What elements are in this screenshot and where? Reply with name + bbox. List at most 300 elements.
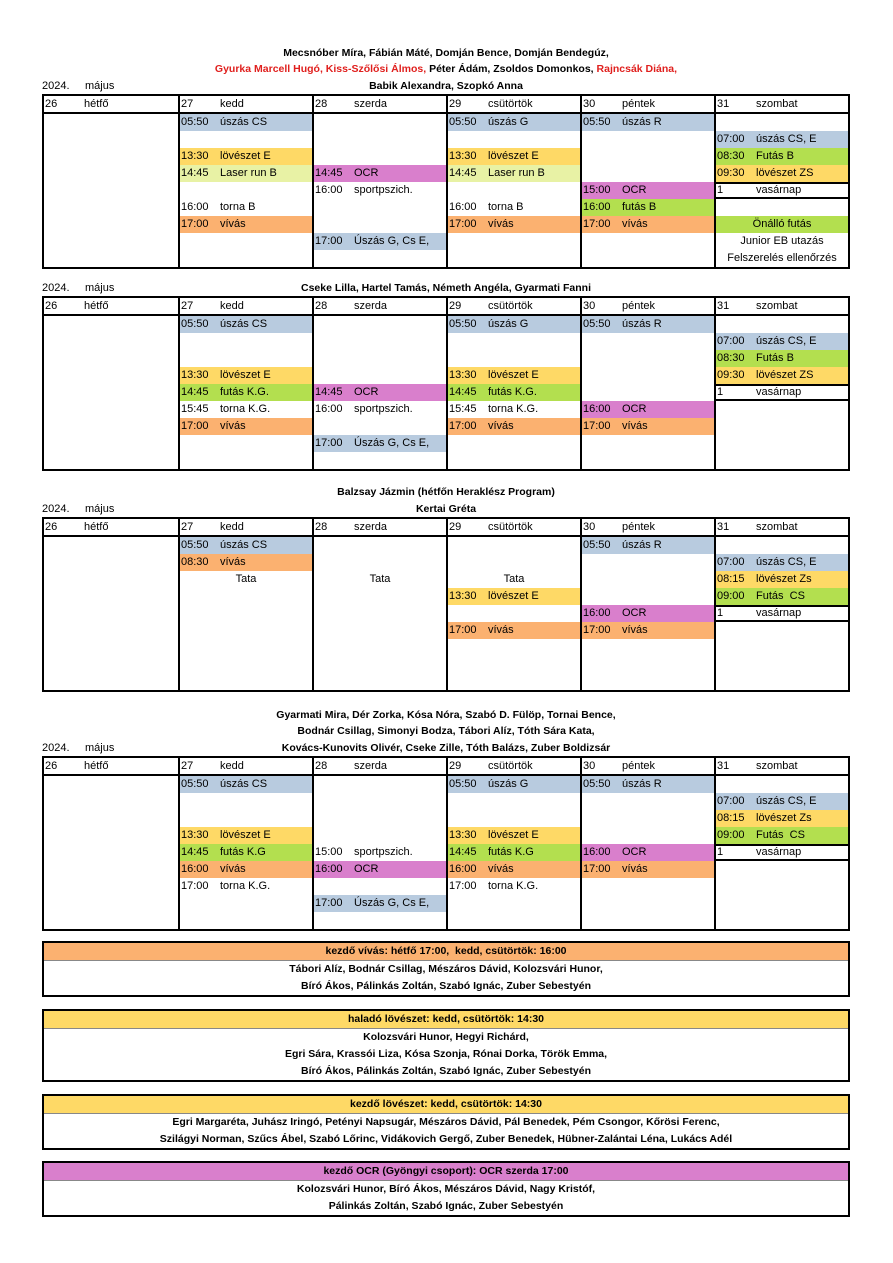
- empty-slot: [716, 673, 848, 690]
- day-header: [44, 96, 178, 114]
- session-time: 07:00: [717, 335, 745, 347]
- day-number: 31: [717, 300, 730, 312]
- session-time: [582, 554, 622, 571]
- empty-slot: [314, 554, 446, 571]
- session-time: [180, 895, 220, 912]
- day-name: péntek: [622, 300, 656, 312]
- day-column-péntek: [580, 96, 714, 267]
- empty-slot: [180, 656, 312, 673]
- empty-slot: [44, 333, 178, 350]
- group-members-line: Bíró Ákos, Pálinkás Zoltán, Szabó Ignác, Zuber Sebestyén: [301, 980, 591, 992]
- week-block: [42, 486, 850, 692]
- day-number: 30: [583, 760, 596, 772]
- group-members-line: Egri Sára, Krassói Liza, Kósa Szonja, Rónai Dorka, Török Emma,: [284, 1048, 608, 1060]
- session-time: 13:30: [449, 590, 477, 602]
- session-time: 07:00: [717, 795, 745, 807]
- session-slot: [314, 844, 446, 861]
- highlighted-athlete-names: Rajncsák Diána,: [593, 63, 678, 75]
- session-label: torna B: [220, 201, 256, 213]
- empty-slot: [582, 639, 714, 656]
- session-slot: [582, 316, 714, 333]
- day-column-péntek: [580, 519, 714, 690]
- empty-slot: [716, 878, 848, 895]
- day-name: szombat: [756, 300, 798, 312]
- empty-slot: [716, 316, 848, 333]
- session-slot: [448, 622, 580, 639]
- session-time: [314, 554, 354, 571]
- session-time: [448, 182, 488, 199]
- session-time: [314, 250, 354, 267]
- athlete-names: Gyarmati Mira, Dér Zorka, Kósa Nóra, Szabó D. Fülöp, Tornai Bence,: [276, 708, 616, 721]
- empty-slot: [314, 114, 446, 131]
- session-time: 09:30: [717, 369, 745, 381]
- session-time: 17:00: [449, 880, 477, 892]
- athlete-names: Cseke Lilla, Hartel Tamás, Németh Angéla, Gyarmati Fanni: [300, 281, 592, 294]
- session-label: OCR: [622, 846, 647, 858]
- session-time: [44, 588, 84, 605]
- empty-slot: [44, 844, 178, 861]
- empty-slot: [44, 656, 178, 673]
- week-title: [42, 707, 850, 757]
- day-number: 1: [717, 607, 724, 619]
- day-number: 31: [717, 760, 730, 772]
- session-time: [44, 827, 84, 844]
- session-label: úszás R: [622, 318, 662, 330]
- day-name: hétfő: [84, 98, 109, 110]
- session-slot: [448, 571, 580, 588]
- session-time: [44, 673, 84, 690]
- session-time: [44, 182, 84, 199]
- session-time: [44, 571, 84, 588]
- session-time: [716, 861, 756, 878]
- empty-slot: [180, 639, 312, 656]
- session-slot: [314, 233, 446, 250]
- session-time: [44, 639, 84, 656]
- sunday-header: [716, 605, 848, 622]
- session-slot: [448, 216, 580, 233]
- day-column-csütörtök: [446, 758, 580, 929]
- session-time: [180, 182, 220, 199]
- empty-slot: [44, 912, 178, 929]
- session-slot: [582, 861, 714, 878]
- session-label: lövészet E: [488, 150, 539, 162]
- year-month-label: [42, 501, 115, 518]
- session-label: Laser run B: [488, 167, 545, 179]
- session-label: úszás G: [488, 318, 529, 330]
- day-number: 29: [449, 98, 462, 110]
- empty-slot: [180, 250, 312, 267]
- session-time: [582, 165, 622, 182]
- session-time: 08:30: [717, 150, 745, 162]
- session-time: [180, 250, 220, 267]
- week-title: [42, 280, 850, 297]
- session-label: torna K.G.: [220, 403, 271, 415]
- empty-slot: [44, 639, 178, 656]
- session-label: Laser run B: [220, 167, 277, 179]
- week-block: [42, 708, 850, 931]
- year-month-label: [42, 78, 115, 95]
- session-time: 14:45: [181, 846, 209, 858]
- session-label: Felszerelés ellenőrzés: [727, 252, 837, 264]
- session-time: [314, 622, 354, 639]
- session-time: [44, 165, 84, 182]
- session-time: 17:00: [315, 437, 343, 449]
- session-label: OCR: [622, 184, 647, 196]
- day-name: péntek: [622, 98, 656, 110]
- day-name: péntek: [622, 760, 656, 772]
- day-column-szombat: [714, 758, 848, 929]
- session-time: [582, 571, 622, 588]
- session-time: [44, 656, 84, 673]
- session-time: [716, 673, 756, 690]
- day-name: kedd: [220, 98, 244, 110]
- session-label: lövészet E: [488, 590, 539, 602]
- session-label: OCR: [354, 167, 379, 179]
- day-column-szerda: [312, 758, 446, 929]
- day-header: [582, 758, 714, 776]
- day-name: vasárnap: [756, 607, 802, 619]
- session-label: OCR: [622, 607, 647, 619]
- empty-slot: [314, 810, 446, 827]
- group-box: [42, 1161, 850, 1217]
- day-number: 1: [717, 846, 724, 858]
- session-slot: [180, 571, 312, 588]
- session-time: [716, 435, 756, 452]
- session-time: [582, 895, 622, 912]
- session-label: sportpszich.: [354, 184, 413, 196]
- empty-slot: [314, 316, 446, 333]
- empty-slot: [716, 861, 848, 878]
- empty-slot: [44, 165, 178, 182]
- session-label: torna B: [488, 201, 524, 213]
- session-slot: [180, 776, 312, 793]
- session-time: 09:30: [717, 167, 745, 179]
- session-time: 08:30: [181, 556, 209, 568]
- session-time: [716, 401, 756, 418]
- session-slot: [716, 148, 848, 165]
- sunday-header: [716, 844, 848, 861]
- session-time: 15:45: [449, 403, 477, 415]
- session-slot: [716, 793, 848, 810]
- session-time: 14:45: [449, 386, 477, 398]
- empty-slot: [314, 418, 446, 435]
- session-time: [44, 384, 84, 401]
- session-slot: [448, 827, 580, 844]
- empty-slot: [44, 605, 178, 622]
- empty-slot: [582, 350, 714, 367]
- title-line: [42, 707, 850, 724]
- session-slot: [180, 418, 312, 435]
- empty-slot: [448, 895, 580, 912]
- session-time: 14:45: [449, 167, 477, 179]
- session-time: 14:45: [449, 846, 477, 858]
- session-slot: [180, 384, 312, 401]
- day-header: [716, 96, 848, 114]
- day-name: szerda: [354, 98, 388, 110]
- session-slot: [582, 182, 714, 199]
- session-time: [582, 250, 622, 267]
- day-number: 1: [717, 386, 724, 398]
- group-box: [42, 1009, 850, 1082]
- session-time: [44, 622, 84, 639]
- session-label: lövészet ZS: [756, 167, 814, 179]
- title-line: [42, 78, 850, 95]
- empty-slot: [44, 148, 178, 165]
- day-number: 28: [315, 300, 328, 312]
- session-label: vívás: [622, 863, 648, 875]
- day-number: 30: [583, 521, 596, 533]
- session-time: [44, 114, 84, 131]
- session-label: vívás: [622, 624, 648, 636]
- empty-slot: [716, 776, 848, 793]
- empty-slot: [44, 199, 178, 216]
- session-time: [44, 401, 84, 418]
- empty-slot: [44, 861, 178, 878]
- session-time: [582, 793, 622, 810]
- empty-slot: [582, 827, 714, 844]
- session-label: Úszás G, Cs E,: [354, 897, 430, 909]
- session-label: Tata: [235, 573, 257, 585]
- session-time: [44, 912, 84, 929]
- session-time: [582, 452, 622, 469]
- session-time: 08:15: [717, 812, 745, 824]
- session-label: úszás CS, E: [756, 335, 817, 347]
- day-header: [314, 758, 446, 776]
- year-month-label: [42, 740, 115, 757]
- session-slot: [448, 844, 580, 861]
- session-slot: [448, 861, 580, 878]
- session-time: 05:50: [449, 318, 477, 330]
- empty-slot: [582, 148, 714, 165]
- empty-slot: [314, 216, 446, 233]
- session-time: [314, 605, 354, 622]
- empty-slot: [44, 622, 178, 639]
- session-slot: [582, 418, 714, 435]
- group-box: [42, 941, 850, 997]
- empty-slot: [44, 384, 178, 401]
- day-column-hétfő: [44, 758, 178, 929]
- session-slot: [716, 588, 848, 605]
- session-slot: [582, 776, 714, 793]
- session-time: [44, 148, 84, 165]
- session-time: [314, 776, 354, 793]
- title-line: [42, 280, 850, 297]
- session-time: [716, 878, 756, 895]
- session-label: vívás: [488, 420, 514, 432]
- empty-slot: [180, 793, 312, 810]
- session-time: [180, 656, 220, 673]
- session-time: [448, 250, 488, 267]
- session-time: [582, 435, 622, 452]
- session-label: úszás G: [488, 778, 529, 790]
- empty-slot: [314, 333, 446, 350]
- session-time: 05:50: [583, 539, 611, 551]
- empty-slot: [44, 878, 178, 895]
- empty-slot: [314, 131, 446, 148]
- session-time: 05:50: [449, 778, 477, 790]
- day-number: 27: [181, 98, 194, 110]
- title-line: [42, 45, 850, 62]
- empty-slot: [582, 165, 714, 182]
- session-time: [582, 656, 622, 673]
- year-label: 2024.: [42, 281, 70, 294]
- empty-slot: [180, 182, 312, 199]
- day-header: [180, 519, 312, 537]
- session-time: 16:00: [181, 863, 209, 875]
- session-slot: [582, 216, 714, 233]
- empty-slot: [582, 435, 714, 452]
- session-slot: [314, 384, 446, 401]
- session-time: [314, 148, 354, 165]
- empty-slot: [180, 912, 312, 929]
- session-label: úszás CS: [220, 539, 268, 551]
- sunday-header: [716, 384, 848, 401]
- session-slot: [314, 165, 446, 182]
- day-number: 28: [315, 98, 328, 110]
- session-time: [314, 827, 354, 844]
- session-time: [180, 622, 220, 639]
- day-number: 26: [45, 98, 58, 110]
- day-header: [582, 298, 714, 316]
- empty-slot: [314, 827, 446, 844]
- day-column-szerda: [312, 519, 446, 690]
- day-column-kedd: [178, 519, 312, 690]
- session-time: [314, 367, 354, 384]
- session-time: [180, 333, 220, 350]
- empty-slot: [716, 418, 848, 435]
- session-slot: [716, 571, 848, 588]
- session-time: [180, 350, 220, 367]
- day-name: szerda: [354, 760, 388, 772]
- session-slot: [180, 827, 312, 844]
- session-label: Tata: [369, 573, 391, 585]
- session-label: OCR: [354, 386, 379, 398]
- empty-slot: [582, 367, 714, 384]
- session-time: 14:45: [181, 167, 209, 179]
- empty-slot: [44, 793, 178, 810]
- empty-slot: [180, 895, 312, 912]
- session-time: 16:00: [315, 863, 343, 875]
- empty-slot: [582, 333, 714, 350]
- empty-slot: [44, 216, 178, 233]
- session-time: [582, 912, 622, 929]
- session-time: [448, 673, 488, 690]
- day-column-kedd: [178, 298, 312, 469]
- group-header: haladó lövészet: kedd, csütörtök: 14:30: [44, 1011, 848, 1029]
- session-time: [44, 131, 84, 148]
- week-title: [42, 45, 850, 95]
- session-time: 13:30: [449, 150, 477, 162]
- session-time: 17:00: [583, 863, 611, 875]
- day-header: [314, 96, 446, 114]
- empty-slot: [582, 452, 714, 469]
- empty-slot: [582, 912, 714, 929]
- day-header: [448, 519, 580, 537]
- session-time: [314, 912, 354, 929]
- group-members-line: Kolozsvári Hunor, Bíró Ákos, Mészáros Dávid, Nagy Kristóf,: [296, 1183, 596, 1195]
- session-slot: [716, 827, 848, 844]
- week-table: [42, 296, 850, 471]
- empty-slot: [448, 554, 580, 571]
- session-time: 17:00: [583, 624, 611, 636]
- session-label: Futás CS: [756, 829, 805, 841]
- session-time: [314, 656, 354, 673]
- session-time: [716, 114, 756, 131]
- session-time: 17:00: [583, 420, 611, 432]
- session-label: vívás: [488, 218, 514, 230]
- session-time: 05:50: [583, 318, 611, 330]
- session-time: [44, 878, 84, 895]
- session-label: úszás R: [622, 778, 662, 790]
- session-time: [582, 233, 622, 250]
- day-number: 31: [717, 521, 730, 533]
- empty-slot: [448, 537, 580, 554]
- session-time: [716, 418, 756, 435]
- session-time: [44, 844, 84, 861]
- empty-slot: [448, 182, 580, 199]
- empty-slot: [448, 656, 580, 673]
- session-slot: [314, 435, 446, 452]
- session-label: Futás B: [756, 352, 794, 364]
- session-time: [44, 554, 84, 571]
- session-slot: [716, 350, 848, 367]
- week-title: [42, 484, 850, 517]
- empty-slot: [582, 554, 714, 571]
- athlete-names: Bodnár Csillag, Simonyi Bodza, Tábori Alíz, Tóth Sára Kata,: [297, 725, 595, 737]
- session-label: OCR: [354, 863, 379, 875]
- empty-slot: [314, 148, 446, 165]
- session-time: [44, 250, 84, 267]
- session-time: [44, 793, 84, 810]
- session-time: [180, 233, 220, 250]
- empty-slot: [44, 571, 178, 588]
- session-label: lövészet Zs: [756, 812, 812, 824]
- session-time: 17:00: [315, 897, 343, 909]
- day-header: [314, 298, 446, 316]
- session-time: [314, 131, 354, 148]
- group-members-line: Tábori Alíz, Bodnár Csillag, Mészáros Dávid, Kolozsvári Hunor,: [289, 963, 603, 975]
- session-time: 15:00: [315, 846, 343, 858]
- session-time: 16:00: [449, 201, 477, 213]
- session-time: [582, 827, 622, 844]
- session-slot: [314, 182, 446, 199]
- empty-slot: [180, 333, 312, 350]
- session-time: [582, 588, 622, 605]
- session-slot: [582, 199, 714, 216]
- session-time: [314, 114, 354, 131]
- session-label: Futás CS: [756, 590, 805, 602]
- day-header: [582, 96, 714, 114]
- empty-slot: [44, 350, 178, 367]
- session-time: [314, 452, 354, 469]
- day-name: kedd: [220, 300, 244, 312]
- session-time: [180, 435, 220, 452]
- day-number: 29: [449, 760, 462, 772]
- empty-slot: [448, 333, 580, 350]
- session-time: [582, 878, 622, 895]
- week-table: [42, 94, 850, 269]
- session-slot: [582, 605, 714, 622]
- session-time: [180, 605, 220, 622]
- empty-slot: [180, 131, 312, 148]
- session-slot: [448, 199, 580, 216]
- day-number: 1: [717, 184, 724, 196]
- year-label: 2024.: [42, 502, 70, 515]
- empty-slot: [448, 350, 580, 367]
- session-label: úszás CS, E: [756, 133, 817, 145]
- session-slot: [448, 776, 580, 793]
- session-time: 05:50: [181, 539, 209, 551]
